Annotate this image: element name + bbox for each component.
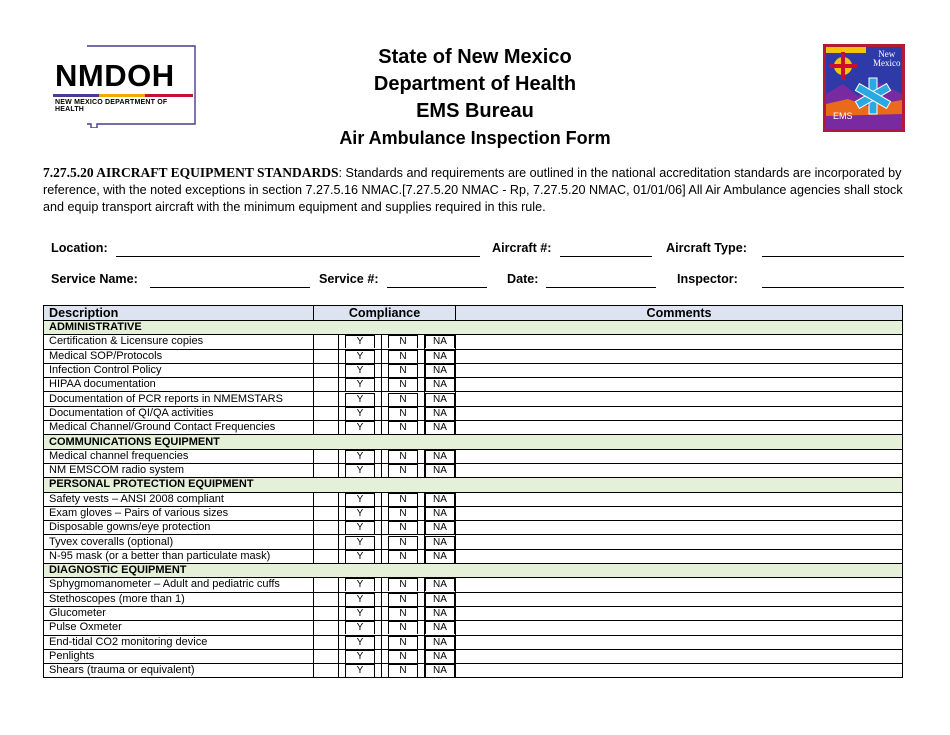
compliance-spacer — [314, 335, 339, 349]
compliance-na-cell[interactable] — [425, 549, 456, 563]
compliance-yes-checkbox[interactable]: Y — [345, 536, 375, 549]
compliance-na-checkbox[interactable]: NA — [425, 550, 455, 563]
compliance-no-checkbox[interactable]: N — [388, 636, 418, 649]
item-description: Disposable gowns/eye protection — [44, 521, 314, 535]
section-title: COMMUNICATIONS EQUIPMENT — [44, 435, 903, 449]
compliance-no-cell[interactable] — [382, 549, 425, 563]
compliance-na-cell[interactable] — [425, 506, 456, 520]
compliance-yes-cell[interactable] — [339, 463, 382, 477]
table-row — [44, 621, 903, 635]
service-name-label: Service Name: — [51, 272, 138, 286]
table-row — [44, 363, 903, 377]
compliance-na-checkbox[interactable]: NA — [425, 350, 455, 363]
location-field[interactable] — [116, 256, 480, 257]
table-row — [44, 535, 903, 549]
table-row — [44, 492, 903, 506]
compliance-no-checkbox[interactable]: N — [388, 521, 418, 534]
compliance-na-checkbox[interactable]: NA — [425, 493, 455, 506]
compliance-no-cell[interactable] — [382, 363, 425, 377]
comments-cell[interactable] — [456, 606, 903, 620]
compliance-spacer — [314, 378, 339, 392]
table-row — [44, 606, 903, 620]
compliance-yes-checkbox[interactable]: Y — [345, 521, 375, 534]
compliance-yes-cell[interactable] — [339, 635, 382, 649]
comments-cell[interactable] — [456, 621, 903, 635]
compliance-na-cell[interactable] — [425, 406, 456, 420]
inspector-label: Inspector: — [677, 272, 738, 286]
item-description: Glucometer — [44, 606, 314, 620]
compliance-na-checkbox[interactable]: NA — [425, 464, 455, 477]
table-row — [44, 635, 903, 649]
compliance-spacer — [314, 549, 339, 563]
form-title: Air Ambulance Inspection Form — [339, 128, 611, 148]
compliance-yes-checkbox[interactable]: Y — [345, 464, 375, 477]
comments-cell[interactable] — [456, 421, 903, 435]
compliance-spacer — [314, 363, 339, 377]
item-description: Penlights — [44, 649, 314, 663]
compliance-na-checkbox[interactable]: NA — [425, 364, 455, 377]
compliance-no-checkbox[interactable]: N — [388, 650, 418, 663]
compliance-yes-checkbox[interactable]: Y — [345, 650, 375, 663]
compliance-spacer — [314, 492, 339, 506]
compliance-na-cell[interactable] — [425, 392, 456, 406]
compliance-yes-cell[interactable] — [339, 378, 382, 392]
compliance-na-checkbox[interactable]: NA — [425, 621, 455, 634]
compliance-na-checkbox[interactable]: NA — [425, 407, 455, 420]
compliance-yes-cell[interactable] — [339, 449, 382, 463]
compliance-na-checkbox[interactable]: NA — [425, 450, 455, 463]
compliance-yes-checkbox[interactable]: Y — [345, 407, 375, 420]
table-row — [44, 349, 903, 363]
item-description: Medical Channel/Ground Contact Frequencies — [44, 421, 314, 435]
compliance-spacer — [314, 535, 339, 549]
aircraft-type-field[interactable] — [762, 256, 904, 257]
table-row — [44, 578, 903, 592]
compliance-na-cell[interactable] — [425, 621, 456, 635]
compliance-yes-checkbox[interactable]: Y — [345, 364, 375, 377]
compliance-na-checkbox[interactable]: NA — [425, 378, 455, 391]
inspection-table — [43, 305, 903, 678]
description-header: Description — [44, 306, 314, 321]
compliance-yes-checkbox[interactable]: Y — [345, 550, 375, 563]
section-row-administrative — [44, 321, 903, 335]
compliance-spacer — [314, 664, 339, 678]
item-description: NM EMSCOM radio system — [44, 463, 314, 477]
aircraft-type-label: Aircraft Type: — [666, 241, 747, 255]
compliance-no-cell[interactable] — [382, 621, 425, 635]
compliance-yes-cell[interactable] — [339, 592, 382, 606]
regulation-citation: 7.27.5.20 AIRCRAFT EQUIPMENT STANDARDS — [43, 165, 339, 180]
compliance-na-checkbox[interactable]: NA — [425, 521, 455, 534]
compliance-na-checkbox[interactable]: NA — [425, 335, 455, 348]
compliance-no-cell[interactable] — [382, 649, 425, 663]
item-description: End-tidal CO2 monitoring device — [44, 635, 314, 649]
compliance-na-cell[interactable] — [425, 449, 456, 463]
compliance-no-cell[interactable] — [382, 578, 425, 592]
compliance-no-checkbox[interactable]: N — [388, 407, 418, 420]
compliance-na-checkbox[interactable]: NA — [425, 421, 455, 434]
compliance-yes-cell[interactable] — [339, 664, 382, 678]
compliance-no-checkbox[interactable]: N — [388, 536, 418, 549]
compliance-no-cell[interactable] — [382, 392, 425, 406]
compliance-na-checkbox[interactable]: NA — [425, 507, 455, 520]
compliance-no-cell[interactable] — [382, 606, 425, 620]
comments-cell[interactable] — [456, 463, 903, 477]
compliance-no-cell[interactable] — [382, 506, 425, 520]
comments-cell[interactable] — [456, 649, 903, 663]
compliance-na-cell[interactable] — [425, 378, 456, 392]
table-row — [44, 592, 903, 606]
comments-cell[interactable] — [456, 578, 903, 592]
compliance-no-checkbox[interactable]: N — [388, 507, 418, 520]
compliance-yes-cell[interactable] — [339, 549, 382, 563]
comments-cell[interactable] — [456, 635, 903, 649]
comments-cell[interactable] — [456, 406, 903, 420]
compliance-na-cell[interactable] — [425, 535, 456, 549]
compliance-yes-cell[interactable] — [339, 421, 382, 435]
compliance-no-checkbox[interactable]: N — [388, 607, 418, 620]
compliance-no-cell[interactable] — [382, 421, 425, 435]
compliance-spacer — [314, 592, 339, 606]
compliance-spacer — [314, 621, 339, 635]
compliance-no-cell[interactable] — [382, 335, 425, 349]
compliance-no-checkbox[interactable]: N — [388, 493, 418, 506]
item-description: Documentation of QI/QA activities — [44, 406, 314, 420]
compliance-spacer — [314, 349, 339, 363]
section-row-communications-equipment — [44, 435, 903, 449]
title-line-1: State of New Mexico — [378, 46, 572, 68]
compliance-no-checkbox[interactable]: N — [388, 335, 418, 348]
date-field[interactable] — [546, 287, 656, 288]
comments-cell[interactable] — [456, 592, 903, 606]
compliance-na-cell[interactable] — [425, 521, 456, 535]
logo-subtext: NEW MEXICO DEPARTMENT OF HEALTH — [55, 99, 168, 113]
compliance-no-cell[interactable] — [382, 592, 425, 606]
table-row — [44, 463, 903, 477]
compliance-na-checkbox[interactable]: NA — [425, 664, 455, 677]
compliance-na-checkbox[interactable]: NA — [425, 393, 455, 406]
compliance-no-checkbox[interactable]: N — [388, 550, 418, 563]
table-row — [44, 664, 903, 678]
compliance-na-checkbox[interactable]: NA — [425, 593, 455, 606]
compliance-no-cell[interactable] — [382, 449, 425, 463]
comments-cell[interactable] — [456, 549, 903, 563]
compliance-no-cell[interactable] — [382, 349, 425, 363]
table-row — [44, 335, 903, 349]
compliance-na-cell[interactable] — [425, 592, 456, 606]
item-description: Certification & Licensure copies — [44, 335, 314, 349]
compliance-spacer — [314, 463, 339, 477]
item-description: Documentation of PCR reports in NMEMSTARS — [44, 392, 314, 406]
table-row — [44, 421, 903, 435]
section-title: DIAGNOSTIC EQUIPMENT — [44, 564, 903, 578]
compliance-yes-checkbox[interactable]: Y — [345, 335, 375, 348]
regulation-text: : Standards and requirements are outlined in the national accreditation standards are incorporated by reference, with the noted exceptions in section 7.27.5.16 NMAC.[7.27.5.20 NMAC - Rp, 7.27.5.20 NMAC, 01/01/06] All Air Ambulance agencies shall stock and equip transport aircraft with the minimum equipment and supplies required in this rule. — [43, 166, 903, 214]
compliance-no-cell[interactable] — [382, 406, 425, 420]
section-row-diagnostic-equipment — [44, 564, 903, 578]
compliance-spacer — [314, 521, 339, 535]
compliance-yes-checkbox[interactable]: Y — [345, 664, 375, 677]
title-line-3: EMS Bureau — [416, 100, 534, 122]
compliance-spacer — [314, 606, 339, 620]
table-row — [44, 649, 903, 663]
compliance-yes-cell[interactable] — [339, 521, 382, 535]
compliance-no-cell[interactable] — [382, 535, 425, 549]
compliance-spacer — [314, 635, 339, 649]
compliance-yes-cell[interactable] — [339, 363, 382, 377]
nm-ems-logo — [823, 44, 905, 132]
compliance-na-cell[interactable] — [425, 664, 456, 678]
compliance-no-cell[interactable] — [382, 378, 425, 392]
compliance-yes-checkbox[interactable]: Y — [345, 378, 375, 391]
table-row — [44, 392, 903, 406]
compliance-yes-cell[interactable] — [339, 621, 382, 635]
compliance-na-checkbox[interactable]: NA — [425, 636, 455, 649]
item-description: Exam gloves – Pairs of various sizes — [44, 506, 314, 520]
compliance-no-checkbox[interactable]: N — [388, 364, 418, 377]
compliance-yes-cell[interactable] — [339, 349, 382, 363]
compliance-no-checkbox[interactable]: N — [388, 350, 418, 363]
section-title: PERSONAL PROTECTION EQUIPMENT — [44, 478, 903, 492]
nmdoh-logo — [47, 44, 197, 128]
compliance-yes-cell[interactable] — [339, 578, 382, 592]
compliance-yes-checkbox[interactable]: Y — [345, 507, 375, 520]
compliance-yes-cell[interactable] — [339, 535, 382, 549]
compliance-spacer — [314, 421, 339, 435]
compliance-na-checkbox[interactable]: NA — [425, 607, 455, 620]
section-title: ADMINISTRATIVE — [44, 321, 903, 335]
compliance-yes-checkbox[interactable]: Y — [345, 350, 375, 363]
table-row — [44, 449, 903, 463]
comments-cell[interactable] — [456, 449, 903, 463]
logo-ems-label: EMS — [833, 111, 853, 121]
compliance-spacer — [314, 406, 339, 420]
page-title — [300, 44, 650, 152]
compliance-yes-checkbox[interactable]: Y — [345, 493, 375, 506]
item-description: Medical channel frequencies — [44, 449, 314, 463]
inspector-field[interactable] — [762, 287, 904, 288]
service-number-label: Service #: — [319, 272, 379, 286]
compliance-header: Compliance — [314, 306, 456, 321]
compliance-no-cell[interactable] — [382, 492, 425, 506]
compliance-yes-checkbox[interactable]: Y — [345, 421, 375, 434]
table-row — [44, 549, 903, 563]
compliance-spacer — [314, 578, 339, 592]
comments-cell[interactable] — [456, 335, 903, 349]
compliance-yes-checkbox[interactable]: Y — [345, 621, 375, 634]
compliance-no-cell[interactable] — [382, 521, 425, 535]
compliance-na-cell[interactable] — [425, 335, 456, 349]
comments-cell[interactable] — [456, 363, 903, 377]
compliance-spacer — [314, 449, 339, 463]
compliance-yes-cell[interactable] — [339, 335, 382, 349]
compliance-yes-checkbox[interactable]: Y — [345, 393, 375, 406]
comments-cell[interactable] — [456, 492, 903, 506]
comments-cell[interactable] — [456, 392, 903, 406]
compliance-yes-checkbox[interactable]: Y — [345, 578, 375, 591]
table-row — [44, 406, 903, 420]
compliance-na-cell[interactable] — [425, 578, 456, 592]
compliance-no-checkbox[interactable]: N — [388, 378, 418, 391]
compliance-na-cell[interactable] — [425, 492, 456, 506]
compliance-no-checkbox[interactable]: N — [388, 664, 418, 677]
compliance-yes-cell[interactable] — [339, 506, 382, 520]
comments-header: Comments — [456, 306, 903, 321]
title-line-2: Department of Health — [373, 73, 577, 95]
aircraft-number-field[interactable] — [560, 256, 652, 257]
compliance-no-checkbox[interactable]: N — [388, 621, 418, 634]
compliance-spacer — [314, 392, 339, 406]
comments-cell[interactable] — [456, 535, 903, 549]
compliance-no-cell[interactable] — [382, 635, 425, 649]
compliance-no-checkbox[interactable]: N — [388, 464, 418, 477]
compliance-yes-cell[interactable] — [339, 406, 382, 420]
table-row — [44, 521, 903, 535]
item-description: Medical SOP/Protocols — [44, 349, 314, 363]
item-description: Sphygmomanometer – Adult and pediatric cuffs — [44, 578, 314, 592]
item-description: Tyvex coveralls (optional) — [44, 535, 314, 549]
table-row — [44, 506, 903, 520]
item-description: Stethoscopes (more than 1) — [44, 592, 314, 606]
compliance-no-checkbox[interactable]: N — [388, 393, 418, 406]
compliance-no-cell[interactable] — [382, 664, 425, 678]
compliance-na-cell[interactable] — [425, 421, 456, 435]
compliance-yes-checkbox[interactable]: Y — [345, 593, 375, 606]
item-description: N-95 mask (or a better than particulate mask) — [44, 549, 314, 563]
table-row — [44, 378, 903, 392]
compliance-na-cell[interactable] — [425, 463, 456, 477]
compliance-na-checkbox[interactable]: NA — [425, 536, 455, 549]
compliance-na-cell[interactable] — [425, 606, 456, 620]
compliance-yes-cell[interactable] — [339, 649, 382, 663]
comments-cell[interactable] — [456, 349, 903, 363]
compliance-no-checkbox[interactable]: N — [388, 593, 418, 606]
comments-cell[interactable] — [456, 664, 903, 678]
comments-cell[interactable] — [456, 378, 903, 392]
date-label: Date: — [507, 272, 539, 286]
compliance-na-cell[interactable] — [425, 363, 456, 377]
section-row-personal-protection-equipment — [44, 478, 903, 492]
table-header-row — [44, 306, 903, 321]
item-description: Infection Control Policy — [44, 363, 314, 377]
item-description: Shears (trauma or equivalent) — [44, 664, 314, 678]
compliance-spacer — [314, 649, 339, 663]
service-name-field[interactable] — [150, 287, 310, 288]
aircraft-number-label: Aircraft #: — [492, 241, 552, 255]
item-description: Safety vests – ANSI 2008 compliant — [44, 492, 314, 506]
logo-state-name: New Mexico — [873, 49, 901, 68]
location-label: Location: — [51, 241, 108, 255]
item-description: Pulse Oxmeter — [44, 621, 314, 635]
compliance-na-cell[interactable] — [425, 649, 456, 663]
compliance-yes-cell[interactable] — [339, 492, 382, 506]
comments-cell[interactable] — [456, 521, 903, 535]
compliance-na-checkbox[interactable]: NA — [425, 578, 455, 591]
compliance-no-cell[interactable] — [382, 463, 425, 477]
compliance-yes-checkbox[interactable]: Y — [345, 636, 375, 649]
compliance-spacer — [314, 506, 339, 520]
service-number-field[interactable] — [387, 287, 487, 288]
compliance-na-checkbox[interactable]: NA — [425, 650, 455, 663]
compliance-yes-cell[interactable] — [339, 392, 382, 406]
compliance-no-checkbox[interactable]: N — [388, 578, 418, 591]
comments-cell[interactable] — [456, 506, 903, 520]
compliance-na-cell[interactable] — [425, 349, 456, 363]
logo-wordmark: NMDOH — [55, 58, 175, 93]
compliance-na-cell[interactable] — [425, 635, 456, 649]
compliance-yes-checkbox[interactable]: Y — [345, 607, 375, 620]
regulation-paragraph — [43, 164, 905, 216]
compliance-yes-cell[interactable] — [339, 606, 382, 620]
compliance-no-checkbox[interactable]: N — [388, 421, 418, 434]
item-description: HIPAA documentation — [44, 378, 314, 392]
compliance-yes-checkbox[interactable]: Y — [345, 450, 375, 463]
compliance-no-checkbox[interactable]: N — [388, 450, 418, 463]
